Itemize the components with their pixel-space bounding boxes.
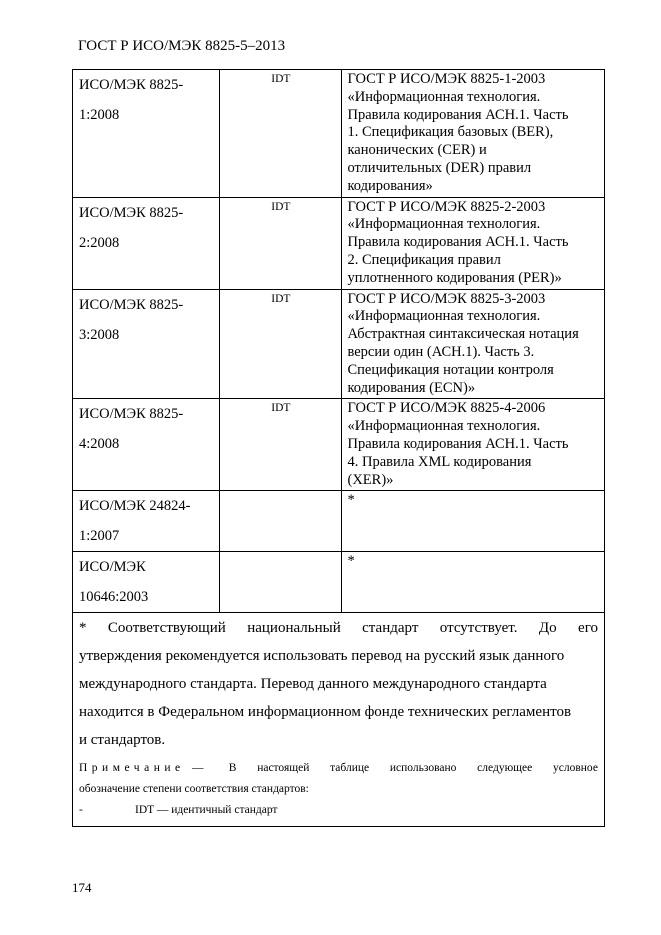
international-standard-code: 1:2008	[79, 107, 120, 123]
conformity-degree-cell: IDT	[220, 399, 342, 491]
national-standard-title-line: 4. Правила XML кодирования	[347, 453, 532, 470]
footnote-word: *	[79, 620, 87, 637]
conformity-degree-cell: IDT	[220, 70, 342, 198]
national-standard-title-line: кодирования (ECN)»	[347, 379, 476, 396]
national-standard-title-line: 1. Спецификация базовых (BER),	[347, 124, 554, 141]
national-standard-cell	[342, 491, 605, 552]
international-standard-cell	[73, 491, 220, 552]
national-standard-title-line: ГОСТ Р ИСО/МЭК 8825-3-2003	[347, 290, 546, 307]
international-standard-code: 10646:2003	[79, 589, 149, 606]
footnote-word: отсутствует.	[439, 620, 518, 637]
table-row	[73, 197, 605, 289]
note-word: использовано	[389, 762, 457, 775]
national-standard-cell	[342, 289, 605, 399]
national-standard-title-line: кодирования»	[347, 177, 433, 194]
national-standard-cell	[342, 197, 605, 289]
international-standard-cell	[73, 289, 220, 399]
table-row	[73, 491, 605, 552]
national-standard-cell	[342, 399, 605, 491]
national-standard-title-line: ГОСТ Р ИСО/МЭК 8825-1-2003	[347, 71, 546, 87]
national-standard-title-line: отличительных (DER) правил	[347, 159, 532, 176]
national-standard-title-line: *	[347, 553, 355, 570]
national-standard-title-line: Правила кодирования АСН.1. Часть	[347, 106, 569, 123]
footnote-line-1	[79, 614, 598, 642]
footnote-word: стандарт	[362, 620, 419, 637]
national-standard-title-line: канонических (CER) и	[347, 142, 487, 159]
page-number: 174	[72, 880, 92, 895]
conformity-degree-cell	[220, 552, 342, 613]
international-standard-cell	[73, 552, 220, 613]
footnote-line-2: утверждения рекомендуется использовать перевод на русский язык данного	[79, 648, 565, 665]
table-row	[73, 289, 605, 399]
footnote-line-3: международного стандарта. Перевод данного международного стандарта	[79, 676, 547, 693]
standards-correspondence-table	[72, 69, 605, 827]
international-standard-code: ИСО/МЭК 8825-	[79, 406, 184, 423]
national-standard-cell	[342, 70, 605, 198]
legend-entry	[79, 800, 598, 820]
international-standard-code: 3:2008	[79, 326, 120, 343]
international-standard-cell	[73, 70, 220, 198]
conformity-degree-cell: IDT	[220, 197, 342, 289]
table-row	[73, 552, 605, 613]
document-header: ГОСТ Р ИСО/МЭК 8825-5–2013	[78, 38, 286, 54]
conformity-degree-cell: IDT	[220, 289, 342, 399]
national-standard-title-line: уплотненного кодирования (PER)»	[347, 269, 562, 286]
international-standard-cell	[73, 399, 220, 491]
note-word: В	[228, 762, 237, 775]
footnote-cell	[73, 613, 605, 827]
national-standard-title-line: «Информационная технология.	[347, 216, 541, 233]
table-note	[79, 758, 598, 800]
national-standard-title-line: «Информационная технология.	[347, 88, 541, 105]
footnote-word: До	[538, 620, 557, 637]
international-standard-code: 1:2007	[79, 528, 120, 545]
national-standard-title-line: версии один (АСН.1). Часть 3.	[347, 343, 535, 360]
international-standard-code: ИСО/МЭК 8825-	[79, 296, 184, 313]
national-standard-title-line: ГОСТ Р ИСО/МЭК 8825-4-2006	[347, 400, 546, 417]
note-word: настоящей	[257, 762, 310, 775]
note-label: Примечание —	[79, 762, 208, 775]
note-word: следующее	[477, 762, 533, 775]
national-standard-title-line: ГОСТ Р ИСО/МЭК 8825-2-2003	[347, 198, 546, 215]
legend-dash: -	[79, 804, 83, 817]
table-body	[73, 70, 605, 827]
international-standard-code: ИСО/МЭК 8825-	[79, 204, 184, 221]
national-standard-title-line: Спецификация нотации контроля	[347, 361, 554, 378]
note-line-2: обозначение степени соответствия стандартов:	[79, 783, 309, 796]
national-standard-title-line: Абстрактная синтаксическая нотация	[347, 326, 579, 343]
international-standard-code: 2:2008	[79, 234, 120, 251]
legend-text: IDT — идентичный стандарт	[135, 804, 278, 817]
footnote-line-4: находится в Федеральном информационном фонде технических регламентов	[79, 704, 572, 721]
table-row	[73, 70, 605, 198]
international-standard-code: 4:2008	[79, 436, 120, 453]
national-standard-title-line: Правила кодирования АСН.1. Часть	[347, 435, 569, 452]
international-standard-code: ИСО/МЭК 24824-	[79, 498, 191, 515]
note-word: таблице	[330, 762, 370, 775]
national-standard-title-line: (XER)»	[347, 471, 394, 488]
note-word: условное	[553, 762, 598, 775]
national-standard-cell	[342, 552, 605, 613]
national-standard-title-line: *	[347, 492, 355, 509]
national-standard-title-line: «Информационная технология.	[347, 308, 541, 325]
footnote-row	[73, 613, 605, 827]
international-standard-cell	[73, 197, 220, 289]
footnote-word: его	[578, 620, 598, 637]
international-standard-code: ИСО/МЭК 8825-	[79, 77, 184, 93]
table-row	[73, 399, 605, 491]
national-standard-title-line: «Информационная технология.	[347, 418, 541, 435]
conformity-degree-cell	[220, 491, 342, 552]
international-standard-code: ИСО/МЭК	[79, 559, 146, 576]
footnote-line-5: и стандартов.	[79, 732, 166, 749]
national-standard-title-line: Правила кодирования АСН.1. Часть	[347, 234, 569, 251]
footnote-word: национальный	[247, 620, 341, 637]
national-standard-title-line: 2. Спецификация правил	[347, 251, 501, 268]
footnote-word: Соответствующий	[107, 620, 226, 637]
